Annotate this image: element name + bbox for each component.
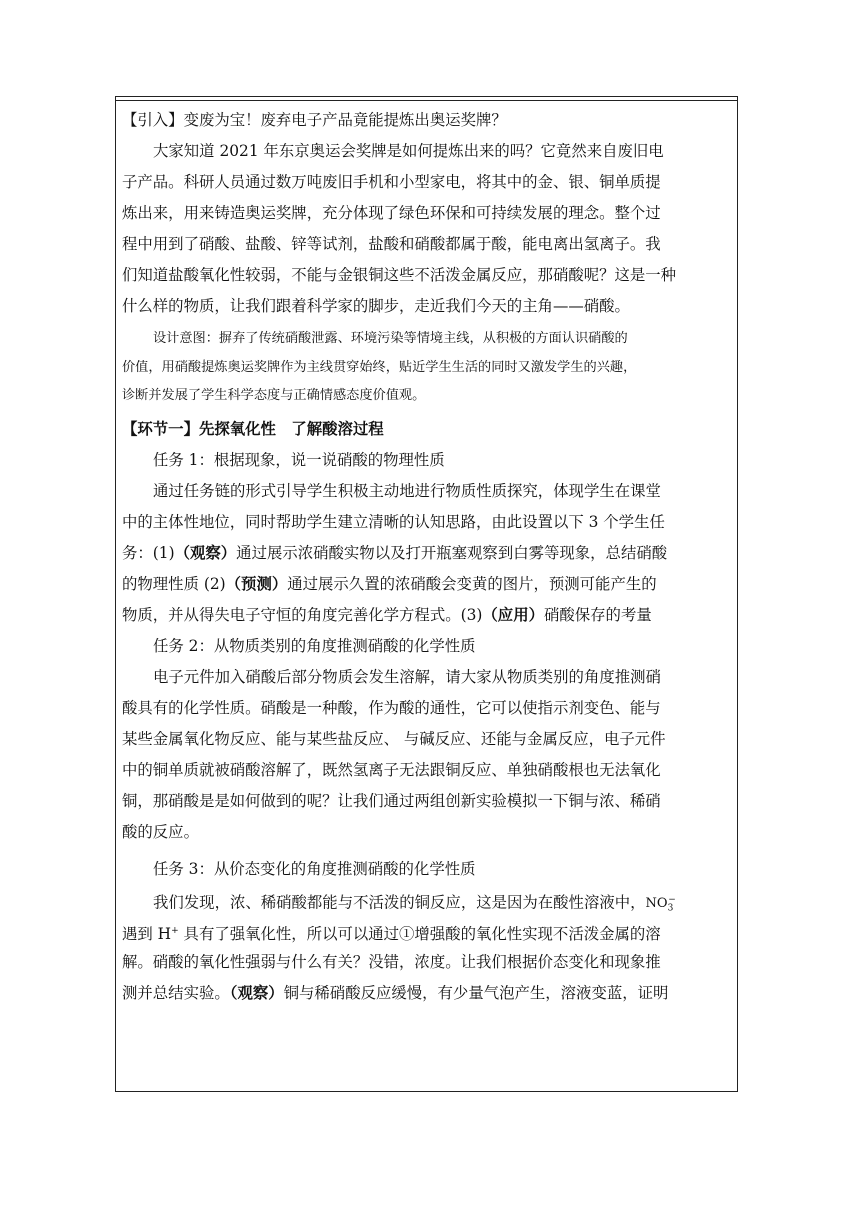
intro-line-4: 程中用到了硝酸、盐酸、锌等试剂，盐酸和硝酸都属于酸，能电离出氢离子。我 <box>122 235 661 253</box>
task1-line-5-post: 硝酸保存的考量 <box>543 605 652 624</box>
task3-line-2 <box>122 916 734 947</box>
task1-line-4-pre: 的物理性质 (2) <box>122 574 226 593</box>
task1-title: 任务 1：根据现象，说一说硝酸的物理性质 <box>153 450 445 469</box>
observe-label: （观察） <box>174 543 237 562</box>
frame-top-bar <box>115 96 738 101</box>
lesson-content <box>122 105 734 1009</box>
task3-line-1-text: 我们发现，浓、稀硝酸都能与不活泼的铜反应，这是因为在酸性溶液中， <box>153 892 646 911</box>
task1-line-3-post: 通过展示浓硝酸实物以及打开瓶塞观察到白雾等现象，总结硝酸 <box>236 543 668 562</box>
task2-title: 任务 2：从物质类别的角度推测硝酸的化学性质 <box>153 636 476 655</box>
intro-heading: 【引入】变废为宝！废弃电子产品竟能提炼出奥运奖牌？ <box>122 111 507 129</box>
task1-line-5-pre: 物质，并从得失电子守恒的角度完善化学方程式。(3) <box>122 605 483 624</box>
task2-line-4: 中的铜单质就被硝酸溶解了，既然氢离子无法跟铜反应、单独硝酸根也无法氧化 <box>122 760 661 779</box>
task3-title: 任务 3：从价态变化的角度推测硝酸的化学性质 <box>153 859 476 878</box>
task2-line-5: 铜，那硝酸是是如何做到的呢？让我们通过两组创新实验模拟一下铜与浓、稀硝 <box>122 791 661 810</box>
task2-line-2: 酸具有的化学性质。硝酸是一种酸，作为酸的通性，它可以使指示剂变色、能与 <box>122 698 661 717</box>
task1-line-2: 中的主体性地位，同时帮助学生建立清晰的认知思路，由此设置以下 3 个学生任 <box>122 512 665 531</box>
task3-line-4-post: 铜与稀硝酸反应缓慢，有少量气泡产生，溶液变蓝，证明 <box>283 983 669 1002</box>
task3-line-1 <box>122 885 734 916</box>
task3-line-2-post: 具有了强氧化性，所以可以通过①增强酸的氧化性实现不活泼金属的溶 <box>178 924 661 943</box>
predict-label: （预测） <box>225 574 288 593</box>
observe-label-2: （观察） <box>229 983 284 1002</box>
design-intent-line-3: 诊断并发展了学生科学态度与正确情感态度价值观。 <box>122 388 426 403</box>
section1-heading: 【环节一】先探氧化性 了解酸溶过程 <box>122 419 384 438</box>
task1-line-4-post: 通过展示久置的浓硝酸会变黄的图片，预测可能产生的 <box>287 574 657 593</box>
task1-line-3-pre: 务：(1) <box>122 543 175 562</box>
intro-line-6: 什么样的物质，让我们跟着科学家的脚步，走近我们今天的主角——硝酸。 <box>122 297 630 315</box>
hydrogen-ion-charge: + <box>171 925 179 936</box>
task2-line-3: 某些金属氧化物反应、能与某些盐反应、 与碱反应、还能与金属反应，电子元件 <box>122 729 666 748</box>
task3-line-4-pre: 测并总结实验。 <box>122 983 230 1002</box>
task3-line-4 <box>122 978 734 1009</box>
task2-line-6: 酸的反应。 <box>122 822 199 841</box>
intro-line-2: 子产品。科研人员通过数万吨废旧手机和小型家电，将其中的金、银、铜单质提 <box>122 173 661 191</box>
intro-line-1: 大家知道 2021 年东京奥运会奖牌是如何提炼出来的吗？它竟然来自废旧电 <box>153 142 664 160</box>
intro-line-5: 们知道盐酸氧化性较弱，不能与金银铜这些不活泼金属反应，那硝酸呢？这是一种 <box>122 266 677 284</box>
intro-line-3: 炼出来，用来铸造奥运奖牌，充分体现了绿色环保和可持续发展的理念。整个过 <box>122 204 661 222</box>
task1-line-4 <box>122 569 734 600</box>
task3-line-2-pre: 遇到 H <box>122 924 172 943</box>
design-intent-line-2: 价值，用硝酸提炼奥运奖牌作为主线贯穿始终，贴近学生生活的同时又激发学生的兴趣， <box>122 359 637 375</box>
task2-line-1: 电子元件加入硝酸后部分物质会发生溶解，请大家从物质类别的角度推测硝 <box>153 667 661 686</box>
task1-line-5 <box>122 600 734 631</box>
apply-label: （应用） <box>482 605 544 624</box>
task1-line-1: 通过任务链的形式引导学生积极主动地进行物质性质探究，体现学生在课堂 <box>153 481 661 500</box>
design-intent-line-1: 设计意图：摒弃了传统硝酸泄露、环境污染等情境主线，从积极的方面认识硝酸的 <box>153 331 628 346</box>
nitrate-ion: $NO_3^-$ <box>645 894 676 914</box>
task1-line-3 <box>122 538 734 569</box>
task3-line-3: 解。硝酸的氧化性强弱与什么有关？没错，浓度。让我们根据价态变化和现象推 <box>122 952 661 971</box>
